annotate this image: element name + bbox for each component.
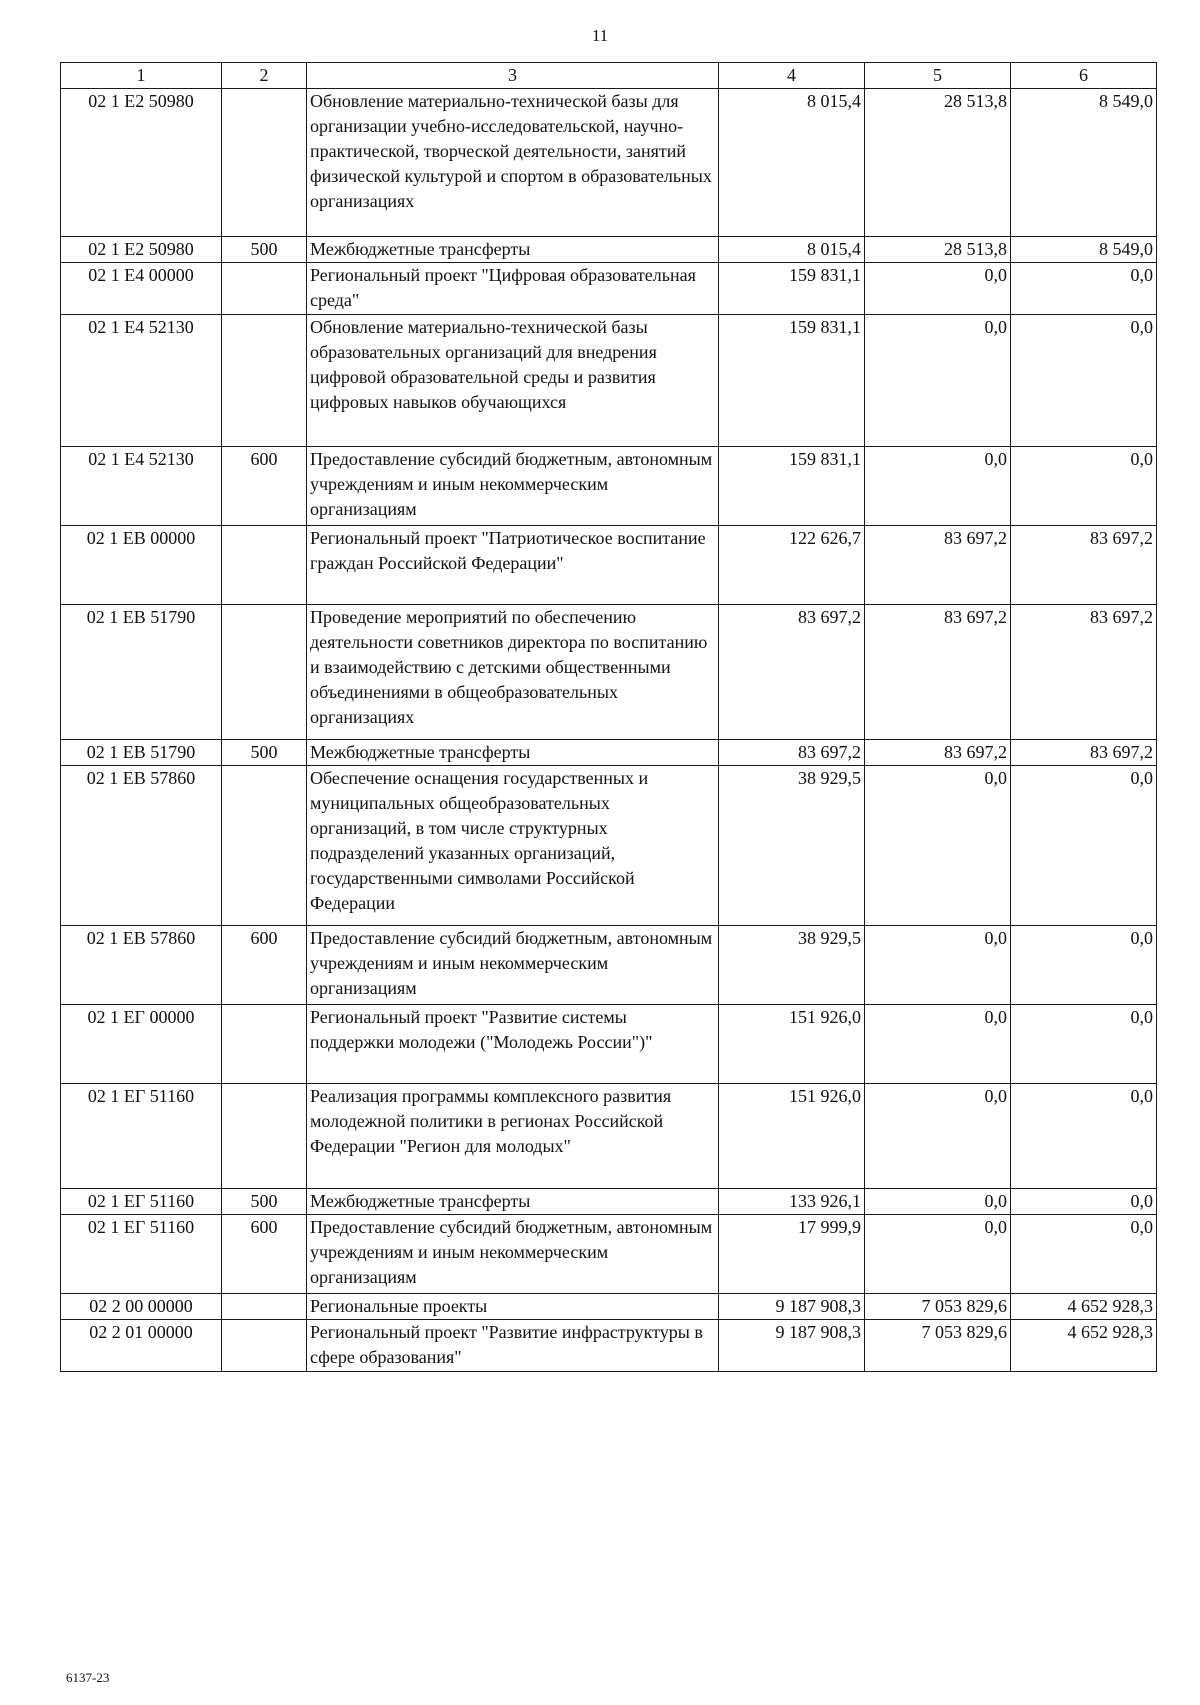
value-col-6: 0,0 — [1011, 1215, 1157, 1294]
value-col-4: 9 187 908,3 — [719, 1320, 865, 1372]
page-number: 11 — [591, 26, 609, 45]
value-col-4: 122 626,7 — [719, 526, 865, 605]
expense-type — [222, 263, 307, 315]
value-col-4: 8 015,4 — [719, 237, 865, 263]
expense-type: 500 — [222, 1189, 307, 1215]
table-row — [61, 766, 1157, 926]
value-col-5: 0,0 — [865, 1084, 1011, 1189]
value-col-6: 0,0 — [1011, 766, 1157, 926]
item-name: Региональный проект "Развитие системы поддержки молодежи ("Молодежь России")" — [307, 1005, 719, 1084]
item-name: Предоставление субсидий бюджетным, автономным учреждениям и иным некоммерческим организациям — [307, 926, 719, 1005]
value-col-5: 0,0 — [865, 263, 1011, 315]
item-name: Межбюджетные трансферты — [307, 1189, 719, 1215]
item-name: Региональный проект "Цифровая образовательная среда" — [307, 263, 719, 315]
expense-type — [222, 1294, 307, 1320]
classification-code: 02 1 E4 52130 — [61, 447, 222, 526]
classification-code: 02 1 E2 50980 — [61, 237, 222, 263]
document-code: 6137-23 — [66, 1670, 110, 1685]
value-col-5: 7 053 829,6 — [865, 1320, 1011, 1372]
table-row — [61, 447, 1157, 526]
table-row — [61, 1005, 1157, 1084]
classification-code: 02 1 EГ 00000 — [61, 1005, 222, 1084]
classification-code: 02 1 E4 52130 — [61, 315, 222, 447]
value-col-5: 83 697,2 — [865, 605, 1011, 740]
expense-type — [222, 1084, 307, 1189]
item-name: Предоставление субсидий бюджетным, автономным учреждениям и иным некоммерческим организациям — [307, 1215, 719, 1294]
expense-type: 600 — [222, 447, 307, 526]
value-col-4: 159 831,1 — [719, 315, 865, 447]
expense-type — [222, 1005, 307, 1084]
table-row — [61, 1189, 1157, 1215]
table-row — [61, 1294, 1157, 1320]
classification-code: 02 1 E4 00000 — [61, 263, 222, 315]
column-header: 3 — [307, 63, 719, 89]
table-row — [61, 926, 1157, 1005]
expense-type — [222, 315, 307, 447]
value-col-5: 83 697,2 — [865, 526, 1011, 605]
classification-code: 02 2 00 00000 — [61, 1294, 222, 1320]
expense-type — [222, 605, 307, 740]
value-col-6: 0,0 — [1011, 1084, 1157, 1189]
value-col-5: 83 697,2 — [865, 740, 1011, 766]
item-name: Проведение мероприятий по обеспечению деятельности советников директора по воспитанию и взаимодействию с детскими общественными объединениями в общеобразовательных организациях — [307, 605, 719, 740]
table-row — [61, 263, 1157, 315]
budget-table — [60, 62, 1157, 1372]
expense-type: 500 — [222, 237, 307, 263]
column-header: 5 — [865, 63, 1011, 89]
expense-type: 500 — [222, 740, 307, 766]
column-header: 4 — [719, 63, 865, 89]
value-col-5: 0,0 — [865, 1215, 1011, 1294]
classification-code: 02 1 EB 57860 — [61, 766, 222, 926]
expense-type: 600 — [222, 926, 307, 1005]
table-row — [61, 315, 1157, 447]
value-col-6: 0,0 — [1011, 263, 1157, 315]
value-col-4: 17 999,9 — [719, 1215, 865, 1294]
value-col-4: 133 926,1 — [719, 1189, 865, 1215]
table-row — [61, 237, 1157, 263]
classification-code: 02 1 EB 51790 — [61, 740, 222, 766]
expense-type — [222, 89, 307, 237]
value-col-4: 9 187 908,3 — [719, 1294, 865, 1320]
table-row — [61, 1320, 1157, 1372]
expense-type — [222, 526, 307, 605]
item-name: Обновление материально-технической базы для организации учебно-исследовательской, научно-практической, творческой деятельности, занятий физической культурой и спортом в образовательных организациях — [307, 89, 719, 237]
value-col-4: 159 831,1 — [719, 263, 865, 315]
value-col-4: 83 697,2 — [719, 605, 865, 740]
column-header: 1 — [61, 63, 222, 89]
value-col-5: 0,0 — [865, 315, 1011, 447]
value-col-5: 28 513,8 — [865, 89, 1011, 237]
value-col-6: 8 549,0 — [1011, 237, 1157, 263]
item-name: Региональный проект "Патриотическое воспитание граждан Российской Федерации" — [307, 526, 719, 605]
column-header: 2 — [222, 63, 307, 89]
value-col-5: 0,0 — [865, 926, 1011, 1005]
value-col-6: 83 697,2 — [1011, 740, 1157, 766]
value-col-5: 7 053 829,6 — [865, 1294, 1011, 1320]
expense-type — [222, 1320, 307, 1372]
expense-type: 600 — [222, 1215, 307, 1294]
value-col-6: 83 697,2 — [1011, 526, 1157, 605]
classification-code: 02 1 EГ 51160 — [61, 1189, 222, 1215]
classification-code: 02 1 E2 50980 — [61, 89, 222, 237]
value-col-5: 0,0 — [865, 1189, 1011, 1215]
column-number-row — [61, 63, 1157, 89]
classification-code: 02 1 EB 57860 — [61, 926, 222, 1005]
classification-code: 02 1 EГ 51160 — [61, 1215, 222, 1294]
classification-code: 02 1 EB 51790 — [61, 605, 222, 740]
table-row — [61, 1215, 1157, 1294]
item-name: Межбюджетные трансферты — [307, 237, 719, 263]
value-col-6: 0,0 — [1011, 315, 1157, 447]
table-row — [61, 1084, 1157, 1189]
table-row — [61, 740, 1157, 766]
table-row — [61, 526, 1157, 605]
expense-type — [222, 766, 307, 926]
value-col-6: 83 697,2 — [1011, 605, 1157, 740]
item-name: Обеспечение оснащения государственных и муниципальных общеобразовательных организаций, в том числе структурных подразделений указанных организаций, государственными символами Российской Федерации — [307, 766, 719, 926]
item-name: Реализация программы комплексного развития молодежной политики в регионах Российской Федерации "Регион для молодых" — [307, 1084, 719, 1189]
value-col-5: 0,0 — [865, 447, 1011, 526]
classification-code: 02 1 EB 00000 — [61, 526, 222, 605]
value-col-4: 159 831,1 — [719, 447, 865, 526]
table-row — [61, 89, 1157, 237]
value-col-6: 8 549,0 — [1011, 89, 1157, 237]
value-col-5: 0,0 — [865, 766, 1011, 926]
value-col-4: 151 926,0 — [719, 1084, 865, 1189]
item-name: Обновление материально-технической базы образовательных организаций для внедрения цифровой образовательной среды и развития цифровых навыков обучающихся — [307, 315, 719, 447]
column-header: 6 — [1011, 63, 1157, 89]
value-col-6: 4 652 928,3 — [1011, 1294, 1157, 1320]
value-col-4: 38 929,5 — [719, 926, 865, 1005]
value-col-4: 38 929,5 — [719, 766, 865, 926]
value-col-6: 0,0 — [1011, 926, 1157, 1005]
item-name: Предоставление субсидий бюджетным, автономным учреждениям и иным некоммерческим организациям — [307, 447, 719, 526]
item-name: Региональный проект "Развитие инфраструктуры в сфере образования" — [307, 1320, 719, 1372]
value-col-6: 0,0 — [1011, 447, 1157, 526]
item-name: Региональные проекты — [307, 1294, 719, 1320]
item-name: Межбюджетные трансферты — [307, 740, 719, 766]
value-col-4: 83 697,2 — [719, 740, 865, 766]
value-col-6: 0,0 — [1011, 1189, 1157, 1215]
value-col-5: 0,0 — [865, 1005, 1011, 1084]
value-col-6: 4 652 928,3 — [1011, 1320, 1157, 1372]
classification-code: 02 2 01 00000 — [61, 1320, 222, 1372]
value-col-6: 0,0 — [1011, 1005, 1157, 1084]
classification-code: 02 1 EГ 51160 — [61, 1084, 222, 1189]
value-col-4: 151 926,0 — [719, 1005, 865, 1084]
value-col-5: 28 513,8 — [865, 237, 1011, 263]
table-row — [61, 605, 1157, 740]
value-col-4: 8 015,4 — [719, 89, 865, 237]
